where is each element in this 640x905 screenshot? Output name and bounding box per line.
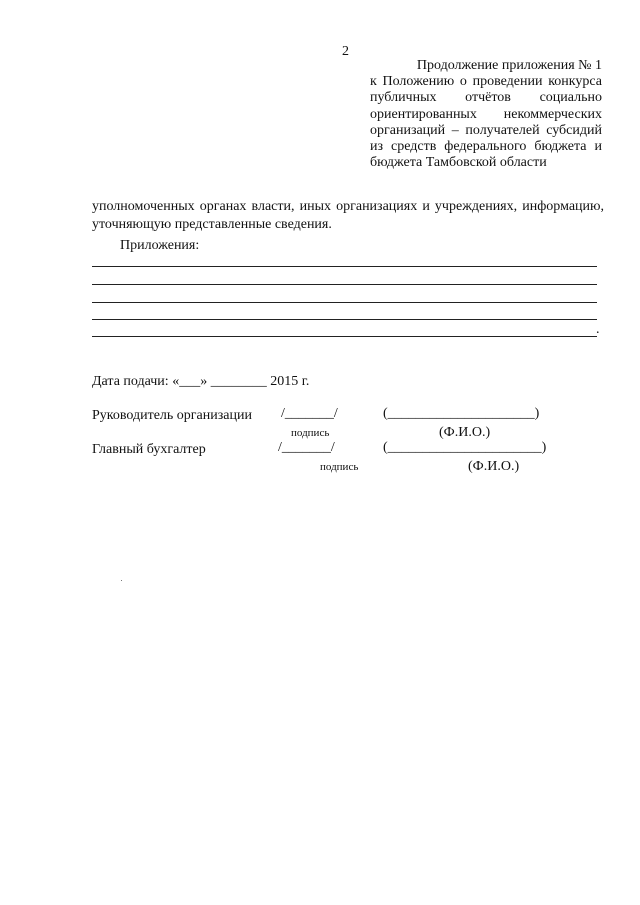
appendix-fill-line xyxy=(92,319,597,320)
head-signature-slot: /_______/ xyxy=(281,406,338,421)
appendix-label: Приложения: xyxy=(120,238,200,253)
appendix-header-body: к Положению о проведении конкурса публичных отчётов социально ориентированных некоммерческих организаций – получателей субсидий из средств федерального бюджета и бюджета Тамбовской области xyxy=(370,74,602,171)
appendix-fill-line xyxy=(92,302,597,303)
body-paragraph: уполномоченных органах власти, иных организациях и учреждениях, информацию, уточняющую представленные сведения. xyxy=(92,199,604,232)
head-signature-label: Руководитель организации xyxy=(92,408,252,423)
page-number: 2 xyxy=(342,44,349,59)
submission-date: Дата подачи: «___» ________ 2015 г. xyxy=(92,374,310,389)
accountant-signature-caption: подпись xyxy=(320,461,359,473)
head-signature-caption: подпись xyxy=(291,427,330,439)
scan-speck xyxy=(121,580,122,581)
accountant-name-slot: (______________________) xyxy=(383,440,547,455)
appendix-header xyxy=(370,58,602,171)
appendix-fill-line xyxy=(92,284,597,285)
appendix-fill-line xyxy=(92,336,597,337)
line-end-mark: . xyxy=(596,322,600,337)
accountant-name-caption: (Ф.И.О.) xyxy=(468,459,520,474)
appendix-fill-line xyxy=(92,266,597,267)
accountant-signature-label: Главный бухгалтер xyxy=(92,442,206,457)
appendix-header-title: Продолжение приложения № 1 xyxy=(416,58,602,73)
head-name-caption: (Ф.И.О.) xyxy=(439,425,491,440)
accountant-signature-slot: /_______/ xyxy=(278,440,335,455)
head-name-slot: (_____________________) xyxy=(383,406,540,421)
